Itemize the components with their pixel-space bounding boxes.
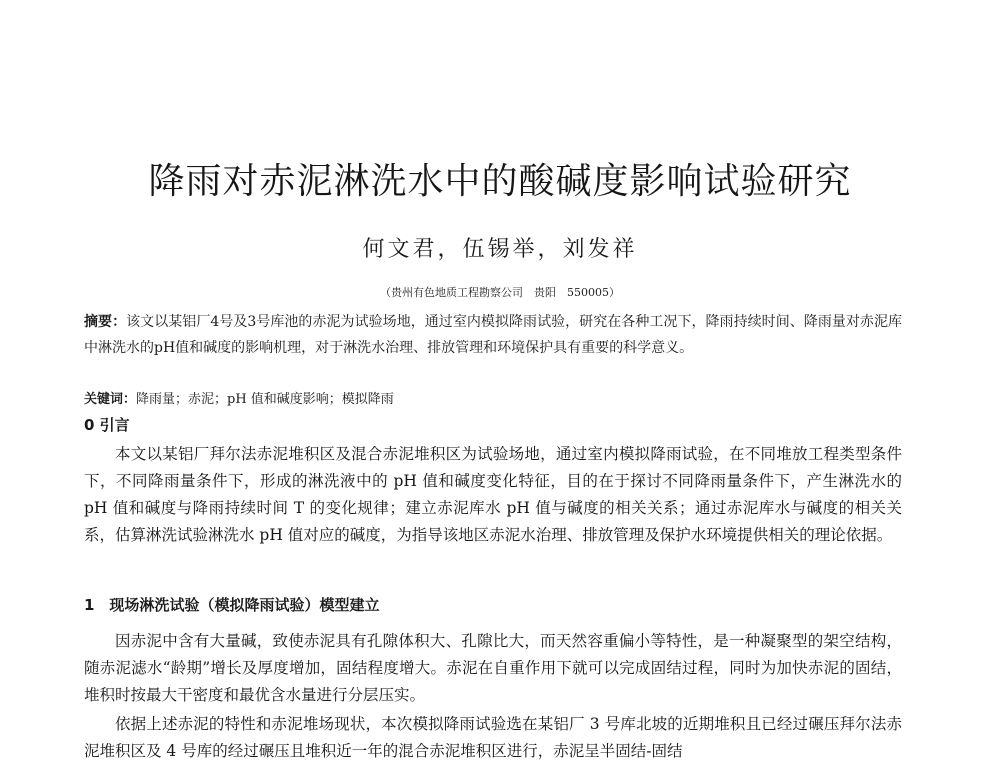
section1-paragraph-1: 因赤泥中含有大量碱，致使赤泥具有孔隙体积大、孔隙比大，而天然容重偏小等特性，是一种凝聚型的架空结构，随赤泥滤水“龄期”增长及厚度增加，固结程度增大。赤泥在自重作用下就可以完成固结过程，同时为加快赤泥的固结，堆积时按最大干密度和最优含水量进行分层压实。: [84, 632, 902, 704]
keywords-label: 关键词：: [84, 392, 137, 407]
paper-title: 降雨对赤泥淋洗水中的酸碱度影响试验研究: [148, 161, 852, 202]
section1-paragraph-2: 依据上述赤泥的特性和赤泥堆场现状，本次模拟降雨试验选在某铝厂 3 号库北坡的近期堆积且已经过碾压拜尔法赤泥堆积区及 4 号库的经过碾压且堆积近一年的混合赤泥堆积区进行，赤泥呈半固结-固结: [84, 715, 902, 760]
intro-paragraph: 本文以某铝厂拜尔法赤泥堆积区及混合赤泥堆积区为试验场地，通过室内模拟降雨试验，在不同堆放工程类型条件下，不同降雨量条件下，形成的淋洗液中的 pH 值和碱度变化特征，目的在于探讨不同降雨量条件下，产生淋洗水的 pH 值和碱度与降雨持续时间 T 的变化规律；建立赤泥库水 pH 值与碱度的相关关系；通过赤泥库水与碱度的相关关系，估算淋洗试验淋洗水 pH 值对应的碱度，为指导该地区赤泥水治理、排放管理及保护水环境提供相关的理论依据。: [84, 445, 902, 544]
section-heading-intro: 0 引言: [84, 416, 130, 434]
keywords: [84, 389, 902, 411]
keywords-text: 降雨量；赤泥；pH 值和碱度影响；模拟降雨: [136, 392, 394, 407]
section-heading-1: 1 现场淋洗试验（模拟降雨试验）模型建立: [84, 596, 380, 614]
abstract: [84, 309, 902, 361]
paper-affiliation: （贵州有色地质工程勘察公司 贵阳 550005）: [380, 286, 620, 299]
abstract-text: 该文以某铝厂4号及3号库池的赤泥为试验场地，通过室内模拟降雨试验，研究在各种工况下，降雨持续时间、降雨量对赤泥库中淋洗水的pH值和碱度的影响机理，对于淋洗水治理、排放管理和环境保护具有重要的科学意义。: [84, 314, 903, 356]
paper-authors: 何文君，伍锡举，刘发祥: [362, 237, 638, 262]
abstract-label: 摘要：: [84, 314, 127, 330]
